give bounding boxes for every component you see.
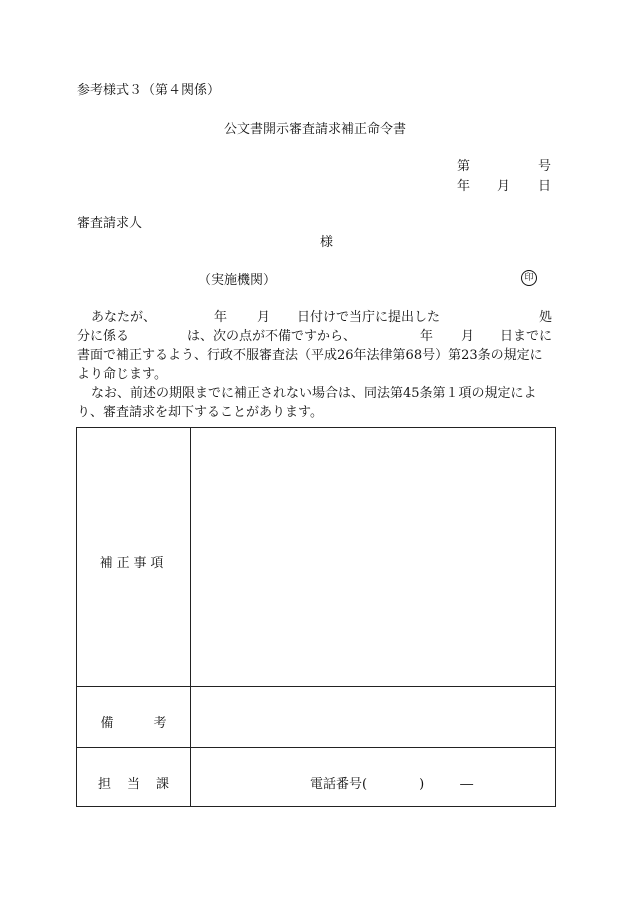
department-label (77, 773, 190, 792)
number-go: 号 (538, 159, 552, 174)
phone-dash: ― (460, 777, 474, 792)
body-line-6: り、審査請求を却下することがあります。 (77, 405, 323, 420)
correction-items-label: 補正事項 (99, 556, 168, 571)
table-divider-2 (77, 747, 555, 748)
department-label-b: 当 (126, 777, 140, 792)
body-line-1-a: あなたが、 (91, 310, 157, 325)
date-month: 月 (497, 179, 511, 194)
body-line-2-e: 日までに (500, 329, 553, 344)
remarks-label-a: 備 (100, 716, 114, 731)
remarks-label (77, 712, 190, 731)
department-label-c: 課 (156, 777, 170, 792)
correction-items-field[interactable] (191, 428, 555, 686)
number-dai: 第 (457, 159, 471, 174)
body-line-1-b: 年 (214, 310, 228, 325)
phone-label: 電話番号( (310, 777, 368, 792)
form-reference: 参考様式３（第４関係） (77, 83, 221, 98)
body-line-2-a: 分に係る (77, 329, 130, 344)
recipient-honorific: 様 (320, 235, 334, 250)
body-line-1-e: 処 (539, 310, 553, 325)
body-line-1 (77, 311, 557, 325)
body-line-1-c: 月 (257, 310, 271, 325)
date-day: 日 (538, 179, 552, 194)
agency-label: （実施機関） (198, 273, 277, 288)
date-year: 年 (457, 179, 471, 194)
recipient-label: 審査請求人 (77, 216, 143, 231)
body-line-5: なお、前述の期限までに補正されない場合は、同法第45条第１項の規定によ (91, 386, 537, 401)
body-line-2 (77, 330, 557, 344)
department-label-a: 担 (97, 777, 111, 792)
body-line-1-d: 日付けで当庁に提出した (297, 310, 441, 325)
phone-number (310, 773, 473, 792)
seal-mark: 印 (521, 270, 537, 286)
remarks-field[interactable] (191, 687, 555, 747)
body-line-4: より命じます。 (77, 367, 167, 382)
body-line-2-d: 月 (461, 329, 475, 344)
document-title: 公文書開示審査請求補正命令書 (223, 122, 406, 137)
body-line-3: 書面で補正するよう、行政不服審査法（平成26年法律第68号）第23条の規定に (77, 348, 543, 363)
phone-close-paren: ) (419, 777, 425, 792)
body-line-2-c: 年 (420, 329, 434, 344)
correction-table (76, 427, 556, 807)
body-line-2-b: は、次の点が不備ですから、 (187, 329, 357, 344)
remarks-label-b: 考 (153, 716, 167, 731)
